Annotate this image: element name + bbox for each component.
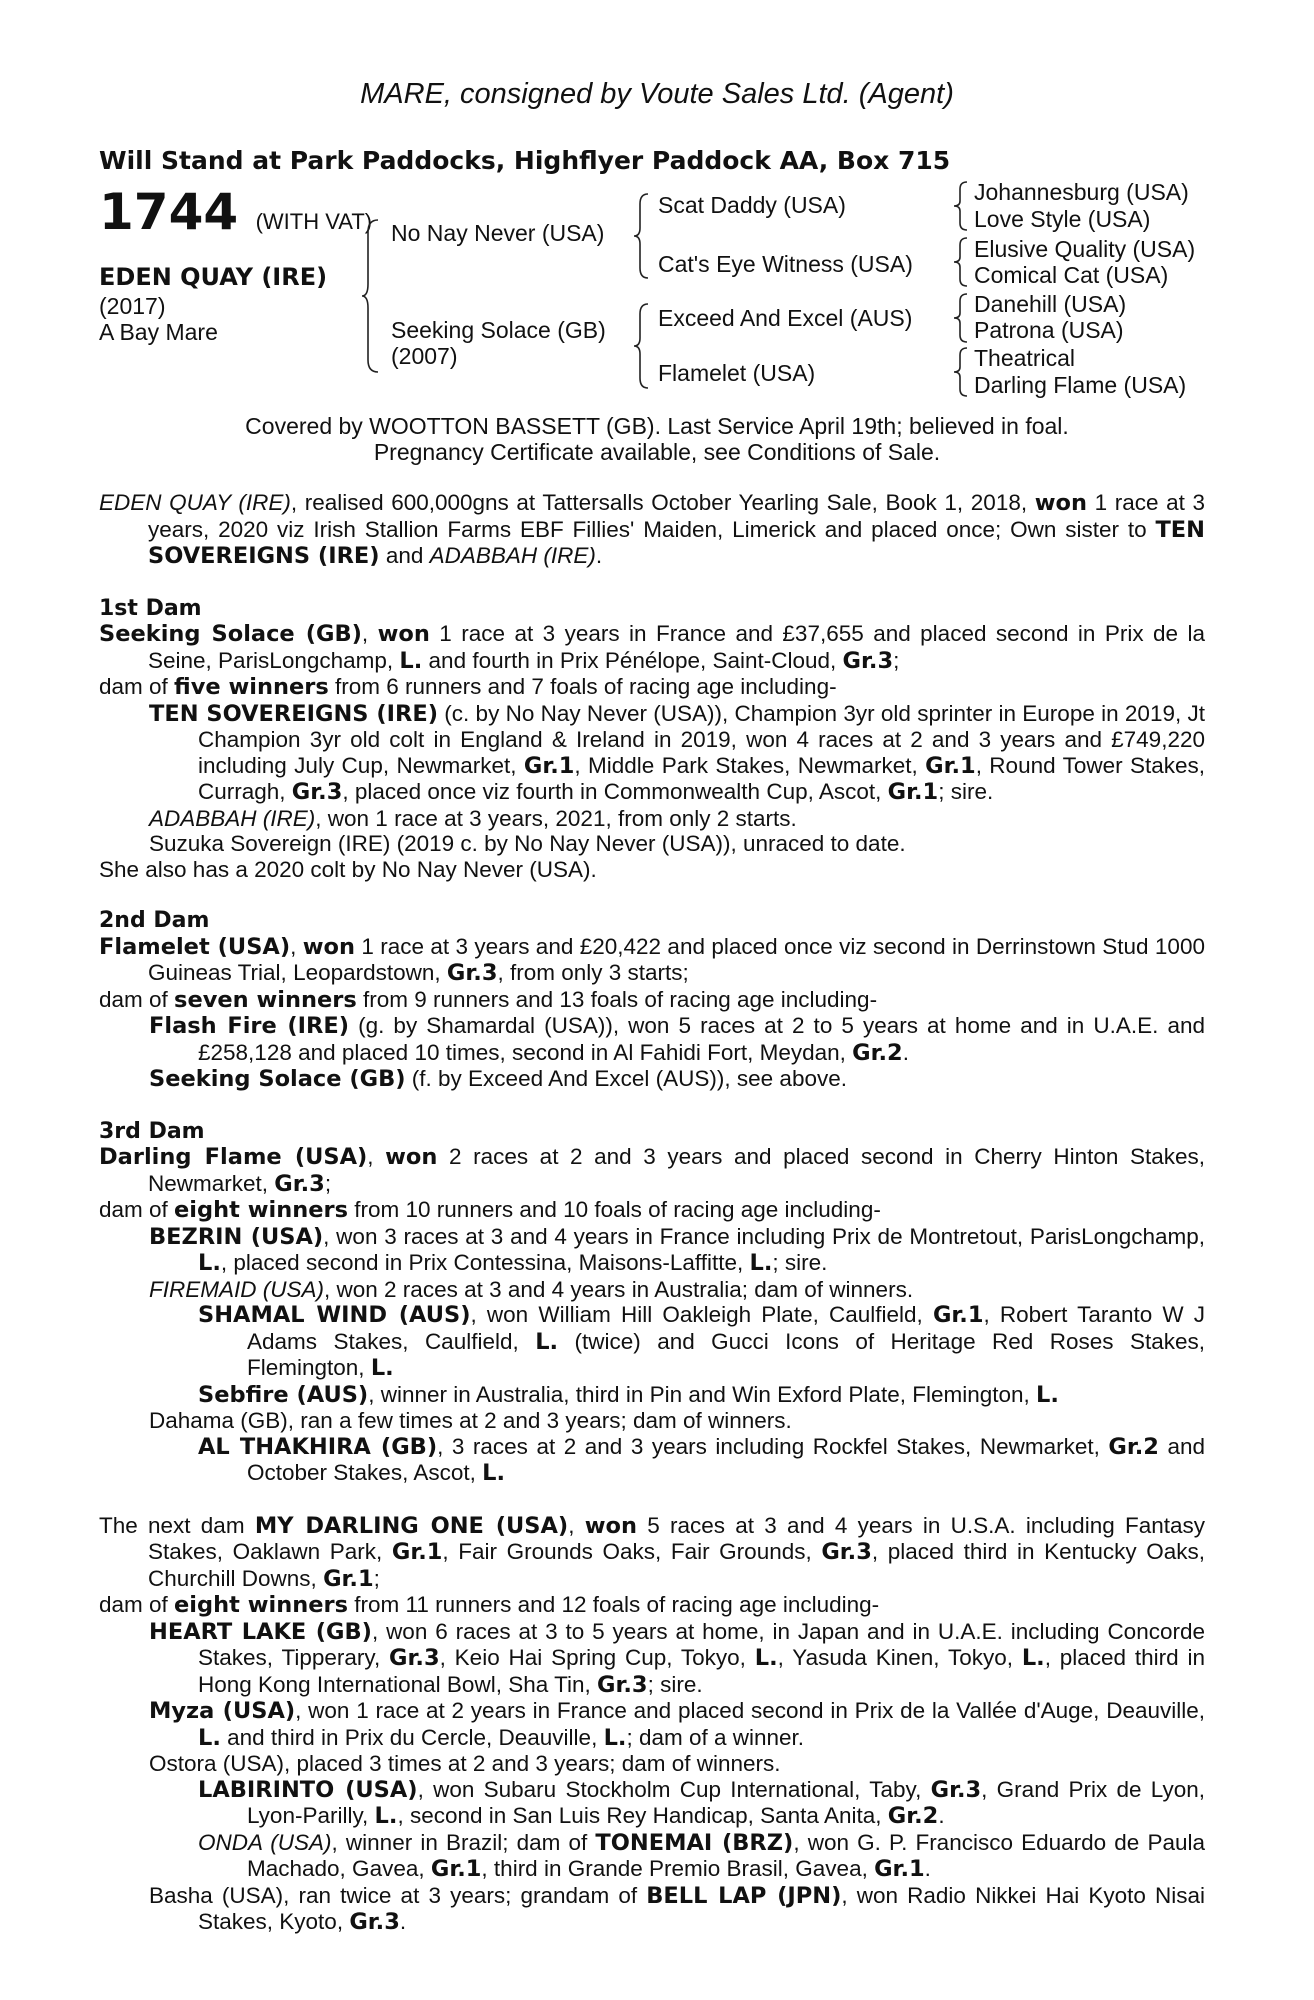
intro-horse: EDEN QUAY (IRE) (99, 490, 291, 515)
text: and third in Prix du Cercle, Deauville, (220, 1724, 604, 1750)
pedigree-brace-main (362, 218, 382, 374)
won-label: won (385, 1144, 438, 1170)
intro-won: won (1034, 490, 1087, 516)
pedigree-sd-sire: Elusive Quality (USA) (974, 236, 1196, 262)
text: , won William Hill Oakleigh Plate, Caulfield, (470, 1302, 933, 1327)
horse-name: Myza (USA) (149, 1698, 296, 1724)
pedigree-brace-sd (954, 236, 970, 288)
text: , placed once viz fourth in Commonwealth Cup, Ascot, (342, 779, 888, 804)
text: , Fair Grounds Oaks, Fair Grounds, (442, 1539, 822, 1564)
grade-label: Gr.2 (1108, 1433, 1159, 1460)
grade-label: L. (370, 1355, 394, 1381)
horse-name: ADABBAH (IRE) (149, 805, 316, 831)
produce-entry (99, 1619, 1205, 1699)
covered-line-1: Covered by WOOTTON BASSETT (GB). Last Service April 19th; believed in foal. (245, 413, 1069, 439)
second-dam-produce (99, 987, 1205, 1014)
produce-entry (99, 1830, 1205, 1883)
text: , Middle Park Stakes, Newmarket, (574, 752, 926, 778)
produce-entry (99, 1013, 1205, 1066)
text: , Grand Prix de Lyon, Lyon-Parilly, (247, 1776, 1205, 1828)
grade-label: L. (482, 1460, 505, 1486)
text: , won 6 races at 3 to 5 years at home, in Japan and in U.A.E. including Concorde Stakes, Tipperary, (198, 1618, 1205, 1670)
text: ; sire. (647, 1671, 703, 1697)
text: , won 2 races at 3 and 4 years in Australia; dam of winners. (324, 1276, 914, 1302)
horse-name: ONDA (USA) (198, 1829, 332, 1855)
produce-entry (99, 1302, 1205, 1382)
next-dam-produce (99, 1592, 1205, 1619)
text: 1 race at 3 years and £20,422 and placed once viz second in Derrinstown Stud 1000 Guineas Trial, Leopardstown, (148, 933, 1205, 985)
produce-entry (99, 1224, 1205, 1277)
second-dam-record (99, 934, 1205, 987)
pedigree-ds-dam: Patrona (USA) (974, 317, 1124, 343)
horse-name: HEART LAKE (GB) (149, 1618, 372, 1645)
text: The next dam (99, 1512, 255, 1538)
text: from 9 runners and 13 foals of racing age including- (356, 986, 878, 1012)
text: , 3 races at 2 and 3 years including Rockfel Stakes, Newmarket, (437, 1433, 1109, 1459)
horse-name: TEN SOVEREIGNS (IRE) (149, 700, 438, 727)
horse-description: A Bay Mare (99, 319, 218, 345)
grade-label: Gr.1 (523, 752, 575, 779)
produce-entry (99, 1434, 1205, 1487)
text: , winner in Australia, third in Pin and Win Exford Plate, Flemington, (368, 1381, 1037, 1407)
horse-name: SHAMAL WIND (AUS) (198, 1302, 471, 1328)
grade-label: Gr.1 (925, 752, 976, 779)
grade-label: L. (198, 1250, 221, 1276)
horse-name: BEZRIN (USA) (149, 1223, 324, 1250)
winners-count: eight winners (174, 1592, 349, 1618)
third-dam-produce (99, 1197, 1205, 1224)
lot-number-block (99, 184, 372, 250)
grade-label: Gr.2 (852, 1039, 903, 1066)
pedigree-sd-dam: Comical Cat (USA) (974, 262, 1169, 288)
pedigree-brace-ds (954, 292, 970, 344)
won-label: won (302, 933, 355, 960)
pedigree-sire-dam: Cat's Eye Witness (USA) (658, 251, 913, 277)
text: from 10 runners and 10 foals of racing age including- (348, 1197, 881, 1222)
horse-name: EDEN QUAY (IRE) (99, 263, 328, 291)
text: dam of (99, 986, 175, 1012)
grade-label: L. (1021, 1645, 1045, 1671)
intro-paragraph (99, 490, 1205, 570)
horse-name: FIREMAID (USA) (149, 1276, 325, 1302)
horse-name: LABIRINTO (USA) (198, 1776, 418, 1803)
grade-label: Gr.1 (430, 1856, 482, 1882)
horse-name: Flamelet (USA) (99, 933, 291, 960)
text: , won Radio Nikkei Hai Kyoto Nisai Stakes, Kyoto, (198, 1882, 1205, 1934)
produce-entry (99, 1883, 1205, 1936)
text: , Round Tower Stakes, Curragh, (198, 752, 1205, 804)
text: dam of (99, 1197, 175, 1222)
grade-label: Gr.3 (597, 1671, 648, 1698)
first-dam-title: 1st Dam (99, 595, 202, 621)
horse-name: MY DARLING ONE (USA) (254, 1512, 569, 1539)
pedigree-ss-dam: Love Style (USA) (974, 206, 1151, 232)
produce-entry (99, 1277, 1205, 1303)
text: ; (373, 1565, 380, 1591)
grade-label: Gr.3 (389, 1645, 440, 1671)
horse-name: TONEMAI (BRZ) (595, 1829, 794, 1856)
horse-name: Flash Fire (IRE) (149, 1013, 350, 1039)
grade-label: L. (1036, 1381, 1059, 1408)
text: , placed second in Prix Contessina, Maisons-Laffitte, (220, 1250, 750, 1275)
text: , placed third in Hong Kong International Bowl, Sha Tin, (198, 1645, 1205, 1697)
grade-label: Gr.1 (323, 1565, 374, 1592)
text: . (938, 1803, 945, 1828)
produce-entry (99, 1382, 1205, 1409)
consignor-header: MARE, consigned by Voute Sales Ltd. (Agent) (360, 78, 954, 110)
grade-label: Gr.3 (274, 1170, 325, 1197)
grade-label: Gr.1 (932, 1302, 984, 1328)
text: ; dam of a winner. (626, 1724, 805, 1750)
text: . (399, 1909, 407, 1934)
grade-label: L. (603, 1724, 627, 1751)
text: dam of (99, 1592, 175, 1617)
text: from 11 runners and 12 foals of racing age including- (348, 1592, 880, 1617)
intro-text: and (379, 543, 430, 568)
winners-count: eight winners (174, 1197, 349, 1223)
text: , (290, 933, 303, 959)
text: , from only 3 starts; (497, 960, 689, 985)
text: , Yasuda Kinen, Tokyo, (777, 1645, 1022, 1670)
pedigree-ss-sire: Johannesburg (USA) (974, 179, 1189, 205)
horse-name: Sebfire (AUS) (198, 1381, 369, 1408)
text: , (361, 621, 378, 646)
text: , second in San Luis Rey Handicap, Santa Anita, (397, 1803, 888, 1828)
text: , third in Grande Premio Brasil, Gavea, (481, 1856, 875, 1881)
text: (g. by Shamardal (USA)), won 5 races at 2 to 5 years at home and in U.A.E. and £258,128 and placed 10 times, second in Al Fahidi Fort, Meydan, (198, 1013, 1206, 1065)
text: Basha (USA), ran twice at 3 years; grandam of (149, 1882, 647, 1908)
third-dam-record (99, 1144, 1205, 1197)
winners-count: five winners (174, 674, 329, 700)
produce-entry: Ostora (USA), placed 3 times at 2 and 3 years; dam of winners. (149, 1751, 781, 1776)
text: ; sire. (772, 1250, 828, 1275)
text: ; (324, 1170, 332, 1196)
produce-entry (99, 701, 1205, 806)
produce-entry (99, 1698, 1205, 1751)
pedigree-ds-sire: Danehill (USA) (974, 291, 1127, 317)
intro-text: , realised 600,000gns at Tattersalls October Yearling Sale, Book 1, 2018, (290, 490, 1035, 515)
grade-label: Gr.3 (842, 647, 894, 674)
grade-label: L. (754, 1645, 778, 1671)
vat-note: (WITH VAT) (255, 209, 373, 234)
pedigree-sire: No Nay Never (USA) (391, 220, 605, 246)
pedigree-dd-dam: Darling Flame (USA) (974, 372, 1187, 398)
pedigree-brace-ss (954, 180, 970, 232)
produce-note: She also has a 2020 colt by No Nay Never (USA). (99, 856, 597, 882)
text: (c. by No Nay Never (USA)), Champion 3yr old sprinter in Europe in 2019, Jt Champion 3yr old colt in England & Ireland in 2019, won 4 races at 2 and 3 years and £749,220 including July Cup, Newmarket, (198, 700, 1206, 778)
intro-sibling: TEN SOVEREIGNS (IRE) (148, 516, 1205, 569)
text: , won G. P. Francisco Eduardo de Paula Machado, Gavea, (247, 1829, 1205, 1881)
text: dam of (99, 674, 175, 699)
horse-name: Seeking Solace (GB) (99, 621, 362, 647)
text: ; (893, 647, 900, 673)
produce-entry (99, 1066, 1205, 1093)
lot-number: 1744 (99, 183, 239, 241)
pedigree-dam-dam: Flamelet (USA) (658, 360, 816, 386)
grade-label: Gr.1 (874, 1856, 925, 1882)
text: , Keio Hai Spring Cup, Tokyo, (439, 1645, 755, 1670)
text: , Robert Taranto W J Adams Stakes, Caulfield, (247, 1302, 1205, 1354)
text: , won 3 races at 3 and 4 years in France including Prix de Montretout, ParisLongchamp, (323, 1223, 1206, 1249)
text: and October Stakes, Ascot, (247, 1433, 1205, 1485)
pedigree-brace-dd (954, 346, 970, 398)
intro-text: 1 race at 3 years, 2020 viz Irish Stallion Farms EBF Fillies' Maiden, Limerick and placed once; Own sister to (148, 490, 1205, 542)
next-dam-record (99, 1513, 1205, 1593)
pedigree-dam: Seeking Solace (GB) (391, 317, 606, 343)
text: , placed third in Kentucky Oaks, Churchill Downs, (148, 1539, 1205, 1591)
grade-label: Gr.3 (930, 1776, 982, 1803)
horse-year: (2017) (99, 293, 166, 319)
grade-label: Gr.1 (391, 1539, 443, 1565)
intro-sibling: ADABBAH (IRE) (429, 543, 596, 568)
text: , won 1 race at 2 years in France and placed second in Prix de la Vallée d'Auge, Deauville, (295, 1698, 1205, 1723)
pedigree-brace-dam (634, 302, 652, 390)
text: (f. by Exceed And Excel (AUS)), see above. (405, 1066, 847, 1091)
first-dam-record (99, 621, 1205, 674)
text: . (902, 1039, 909, 1065)
grade-label: L. (374, 1803, 398, 1829)
grade-label: Gr.2 (887, 1803, 939, 1829)
covered-line-2: Pregnancy Certificate available, see Conditions of Sale. (373, 439, 941, 465)
horse-name: BELL LAP (JPN) (646, 1882, 842, 1909)
grade-label: Gr.3 (291, 779, 343, 805)
horse-name: Seeking Solace (GB) (149, 1066, 406, 1092)
grade-label: Gr.3 (349, 1909, 400, 1935)
catalogue-content (99, 490, 1205, 1936)
grade-label: Gr.3 (821, 1539, 872, 1565)
text: 1 race at 3 years in France and £37,655 and placed second in Prix de la Seine, ParisLongchamp, (148, 621, 1205, 673)
pedigree-dam-year: (2007) (391, 343, 458, 369)
horse-name: AL THAKHIRA (GB) (198, 1433, 438, 1460)
text: , winner in Brazil; dam of (331, 1829, 596, 1855)
text: 2 races at 2 and 3 years and placed second in Cherry Hinton Stakes, Newmarket, (148, 1144, 1205, 1196)
grade-label: L. (749, 1250, 773, 1276)
produce-entry (99, 806, 1205, 832)
grade-label: L. (535, 1328, 559, 1355)
pedigree-dam-sire: Exceed And Excel (AUS) (658, 305, 913, 331)
text: , won Subaru Stockholm Cup International, Taby, (417, 1776, 931, 1802)
first-dam-produce (99, 674, 1205, 701)
stand-location: Will Stand at Park Paddocks, Highflyer Paddock AA, Box 715 (99, 146, 951, 175)
text: from 6 runners and 7 foals of racing age including- (328, 674, 837, 699)
produce-entry: Suzuka Sovereign (IRE) (2019 c. by No Nay Never (USA)), unraced to date. (149, 831, 906, 856)
won-label: won (584, 1512, 637, 1539)
text: , won 1 race at 3 years, 2021, from only 2 starts. (315, 805, 797, 831)
text: . (924, 1856, 931, 1881)
pedigree-sire-sire: Scat Daddy (USA) (658, 192, 846, 218)
winners-count: seven winners (174, 986, 357, 1013)
won-label: won (377, 621, 430, 647)
grade-label: L. (198, 1724, 221, 1751)
grade-label: L. (399, 647, 423, 674)
grade-label: Gr.3 (446, 960, 498, 986)
intro-text: . (595, 543, 603, 568)
text: (twice) and Gucci Icons of Heritage Red Roses Stakes, Flemington, (247, 1328, 1205, 1380)
third-dam-title: 3rd Dam (99, 1118, 205, 1144)
text: 5 races at 3 and 4 years in U.S.A. including Fantasy Stakes, Oaklawn Park, (148, 1512, 1206, 1564)
grade-label: Gr.1 (887, 779, 939, 805)
text: and fourth in Prix Pénélope, Saint-Cloud, (422, 647, 843, 673)
text: , (568, 1512, 585, 1538)
pedigree-brace-sire (634, 192, 652, 280)
text: , (367, 1144, 386, 1169)
produce-entry (99, 1777, 1205, 1830)
produce-entry: Dahama (GB), ran a few times at 2 and 3 years; dam of winners. (149, 1408, 792, 1433)
horse-name: Darling Flame (USA) (99, 1144, 368, 1170)
text: ; sire. (938, 779, 994, 804)
second-dam-title: 2nd Dam (99, 908, 210, 933)
pedigree-dd-sire: Theatrical (974, 345, 1075, 371)
